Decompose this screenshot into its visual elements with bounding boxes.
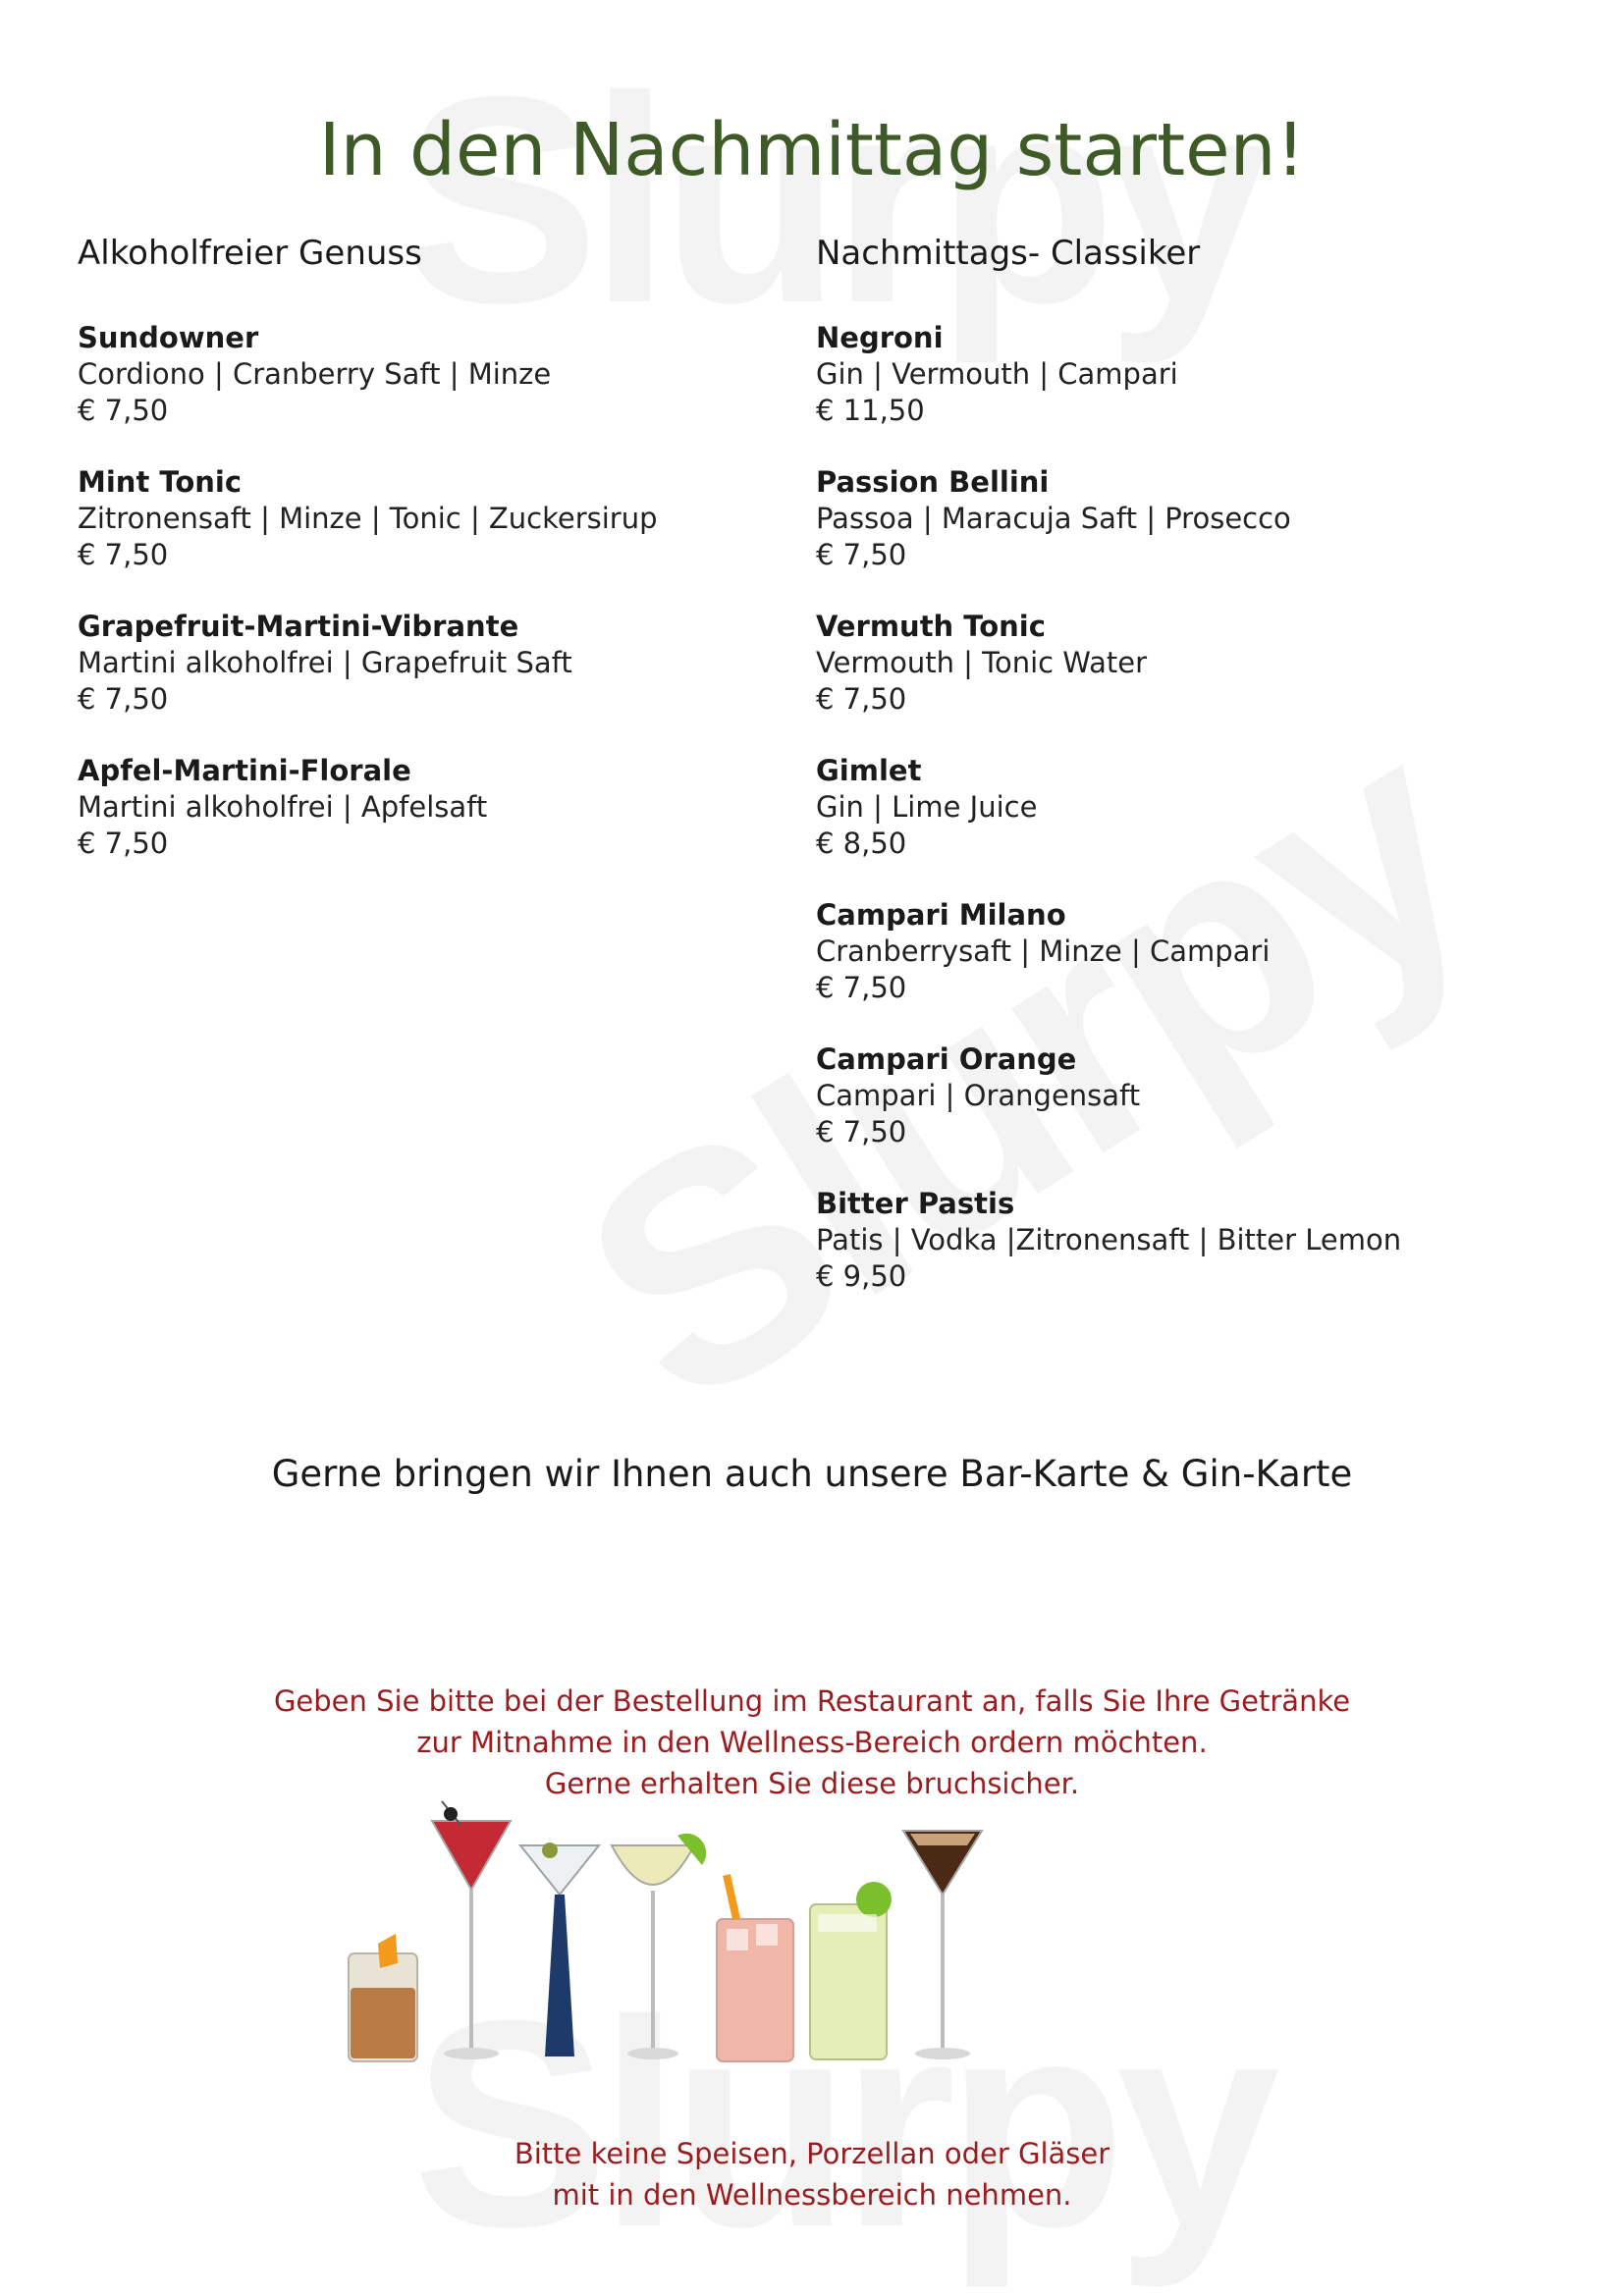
item-price: € 7,50: [816, 1115, 907, 1148]
item-description: Patis | Vodka |Zitronensaft | Bitter Lemon: [816, 1223, 1402, 1256]
item-name: Grapefruit-Martini-Vibrante: [78, 610, 519, 643]
item-description: Martini alkoholfrei | Apfelsaft: [78, 790, 488, 824]
item-description: Cordiono | Cranberry Saft | Minze: [78, 357, 552, 391]
menu-column-classics: [816, 234, 1523, 1330]
item-name: Sundowner: [78, 321, 259, 354]
item-name: Vermuth Tonic: [816, 610, 1046, 643]
old-fashioned-glass-icon: [349, 1934, 417, 2061]
item-price: € 8,50: [816, 827, 907, 860]
menu-item: [78, 464, 785, 573]
item-price: € 7,50: [78, 682, 169, 716]
item-name: Gimlet: [816, 754, 922, 787]
item-name: Passion Bellini: [816, 465, 1050, 499]
item-name: Bitter Pastis: [816, 1187, 1015, 1220]
item-description: Gin | Vermouth | Campari: [816, 357, 1178, 391]
wellness-order-notice: [0, 1681, 1624, 1804]
menu-item: [78, 609, 785, 718]
martini-glass-clear-icon: [520, 1842, 599, 2056]
item-name: Campari Orange: [816, 1042, 1077, 1076]
martini-glass-espresso-icon: [903, 1831, 982, 2059]
rocks-glass-pink-icon: [717, 1875, 793, 2061]
item-name: Campari Milano: [816, 898, 1066, 932]
page-title: In den Nachmittag starten!: [318, 108, 1306, 192]
wellness-restriction-notice: [0, 2133, 1624, 2216]
notice-line: zur Mitnahme in den Wellness-Bereich ordern möchten.: [416, 1726, 1208, 1759]
martini-glass-red-icon: [432, 1801, 511, 2059]
item-name: Mint Tonic: [78, 465, 243, 499]
item-name: Negroni: [816, 321, 944, 354]
section-heading: Nachmittags- Classiker: [816, 234, 1201, 273]
item-price: € 7,50: [816, 682, 907, 716]
notice-line: Geben Sie bitte bei der Bestellung im Restaurant an, falls Sie Ihre Getränke: [273, 1684, 1351, 1718]
cocktail-glasses-illustration: [339, 1796, 1281, 2091]
item-price: € 7,50: [78, 394, 169, 427]
item-price: € 9,50: [816, 1259, 907, 1293]
menu-item: [816, 753, 1523, 862]
menu-column-nonalcoholic: [78, 234, 785, 897]
item-price: € 7,50: [816, 971, 907, 1004]
menu-item: [816, 464, 1523, 573]
section-heading: Alkoholfreier Genuss: [78, 234, 422, 273]
menu-item: [78, 753, 785, 862]
menu-item: [816, 609, 1523, 718]
item-description: Vermouth | Tonic Water: [816, 646, 1148, 679]
item-price: € 11,50: [816, 394, 925, 427]
item-name: Apfel-Martini-Florale: [78, 754, 411, 787]
menu-item: [816, 320, 1523, 429]
menu-item: [816, 1186, 1523, 1295]
notice-line: mit in den Wellnessbereich nehmen.: [552, 2178, 1072, 2212]
highball-glass-lime-icon: [810, 1882, 892, 2059]
item-description: Martini alkoholfrei | Grapefruit Saft: [78, 646, 572, 679]
item-price: € 7,50: [78, 538, 169, 571]
item-description: Passoa | Maracuja Saft | Prosecco: [816, 502, 1291, 535]
item-price: € 7,50: [816, 538, 907, 571]
bar-card-note: Gerne bringen wir Ihnen auch unsere Bar-Karte & Gin-Karte: [271, 1453, 1353, 1495]
notice-line: Gerne erhalten Sie diese bruchsicher.: [544, 1767, 1080, 1800]
item-price: € 7,50: [78, 827, 169, 860]
menu-item: [816, 897, 1523, 1006]
item-description: Gin | Lime Juice: [816, 790, 1038, 824]
item-description: Cranberrysaft | Minze | Campari: [816, 934, 1271, 968]
menu-item: [78, 320, 785, 429]
menu-item: [816, 1041, 1523, 1150]
notice-line: Bitte keine Speisen, Porzellan oder Gläser: [514, 2137, 1110, 2170]
coupe-glass-lime-icon: [612, 1834, 706, 2059]
item-description: Zitronensaft | Minze | Tonic | Zuckersirup: [78, 502, 658, 535]
item-description: Campari | Orangensaft: [816, 1079, 1141, 1112]
